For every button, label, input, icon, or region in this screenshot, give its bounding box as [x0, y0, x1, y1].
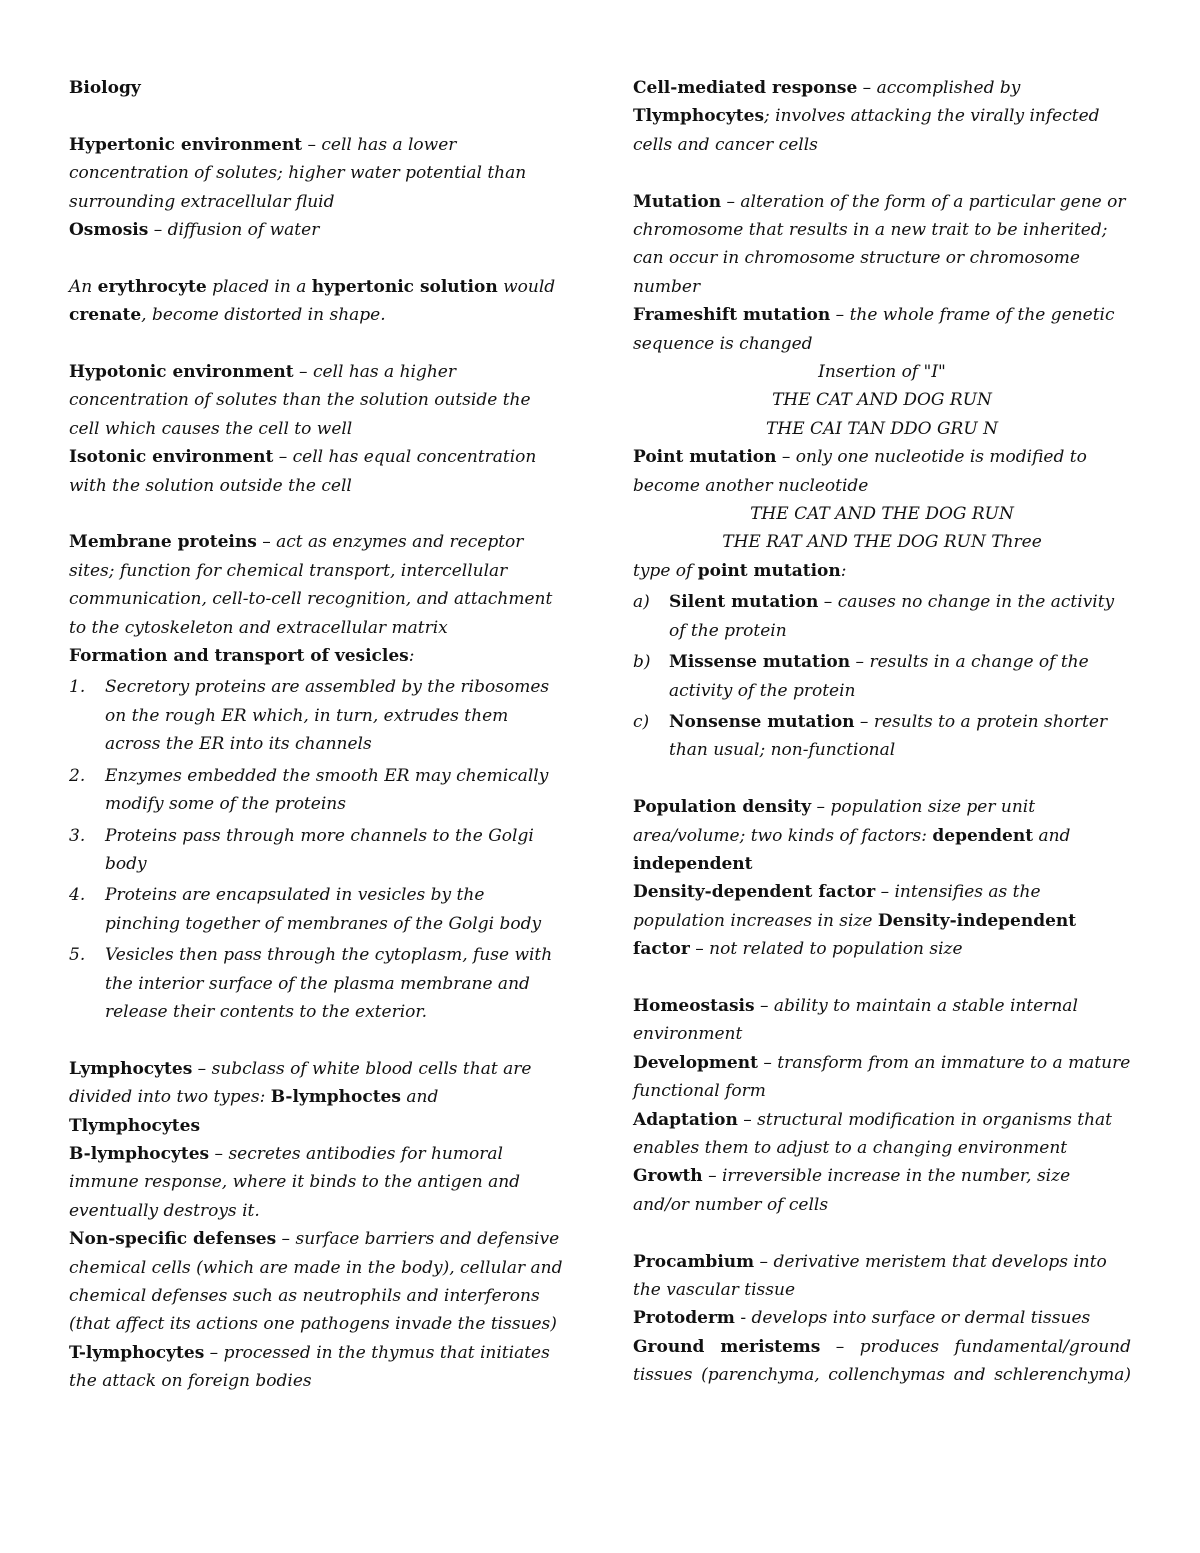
- entry-point-mutation: Point mutation – only one nucleotide is modified to become another nucleotide: [633, 447, 1087, 496]
- point-example-1: THE CAT AND THE DOG RUN: [750, 504, 1014, 525]
- right-column: [633, 74, 1131, 1390]
- entry-development: Development – transform from an immature to a mature functional form: [633, 1052, 1131, 1102]
- mutation-types-list: [633, 588, 1131, 764]
- entry-osmosis: Osmosis – diffusion of water: [69, 220, 320, 241]
- frameshift-example-3: THE CAI TAN DDO GRU N: [766, 418, 998, 439]
- entry-ground-meristems: Ground meristems – produces fundamental/ground tissues (parenchyma, collenchymas and schlerenchyma): [633, 1336, 1132, 1386]
- point-example-2: THE RAT AND THE DOG RUN Three: [722, 532, 1042, 553]
- entry-density-dependent: Density-dependent factor – intensifies as the population increases in size Density-independent factor – not related to population size: [633, 882, 1077, 960]
- entry-cell-mediated: Cell-mediated response – accomplished by Tlymphocytes; involves attacking the virally infected cells and cancer cells: [633, 78, 1100, 155]
- left-column: [69, 74, 564, 1396]
- list-item: 3. Proteins pass through more channels to the Golgi body: [69, 825, 534, 874]
- list-item: 1. Secretory proteins are assembled by the ribosomes on the rough ER which, in turn, extrudes them across the ER into its channels: [69, 677, 550, 755]
- entry-lymphocytes: Lymphocytes – subclass of white blood cells that are divided into two types: B-lymphoctes and Tlymphocytes: [69, 1058, 532, 1136]
- entry-non-specific-defenses: Non-specific defenses – surface barriers and defensive chemical cells (which are made in the body), cellular and chemical defenses such as neutrophils and interferons (that affect its actions one pathogens invade the tissues) T-lymphocytes – processed in the thymus that initiates the attack on foreign bodies: [69, 1229, 563, 1392]
- entry-membrane-proteins: Membrane proteins – act as enzymes and receptor sites; function for chemical transport, intercellular communication, cell-to-cell recognition, and attachment to the cytoskeleton and extracellular matrix: [69, 532, 553, 638]
- list-item: 2. Enzymes embedded the smooth ER may chemically modify some of the proteins: [69, 765, 549, 815]
- list-item: c) Nonsense mutation – results to a protein shorter than usual; non-functional: [633, 711, 1108, 761]
- list-item: b) Missense mutation – results in a change of the activity of the protein: [633, 652, 1089, 701]
- entry-mutation: Mutation – alteration of the form of a particular gene or chromosome that results in a new trait to be inherited; can occur in chromosome structure or chromosome number: [633, 191, 1126, 297]
- list-item: a) Silent mutation – causes no change in the activity of the protein: [633, 592, 1115, 641]
- entry-b-lymphocytes: B-lymphocytes – secretes antibodies for humoral immune response, where it binds to the antigen and eventually destroys it.: [69, 1143, 521, 1221]
- entry-hypertonic: Hypertonic environment – cell has a lower concentration of solutes; higher water potential than surrounding extracellular fluid: [69, 134, 527, 212]
- entry-protoderm: Protoderm - develops into surface or dermal tissues: [633, 1308, 1091, 1329]
- entry-erythrocyte: An erythrocyte placed in a hypertonic solution would crenate, become distorted in shape.: [69, 276, 556, 326]
- frameshift-example-1: Insertion of "I": [818, 362, 946, 383]
- entry-population-density: Population density – population size per unit area/volume; two kinds of factors: dependent and independent: [633, 797, 1071, 874]
- frameshift-example-2: THE CAT AND DOG RUN: [772, 390, 992, 411]
- entry-isotonic: Isotonic environment – cell has equal concentration with the solution outside the cell: [69, 447, 537, 496]
- entry-procambium: Procambium – derivative meristem that develops into the vascular tissue: [633, 1251, 1107, 1300]
- point-types-heading: type of point mutation:: [633, 560, 847, 581]
- list-item: 5. Vesicles then pass through the cytoplasm, fuse with the interior surface of the plasma membrane and release their contents to the exterior.: [69, 945, 553, 1022]
- list-item: 4. Proteins are encapsulated in vesicles by the pinching together of membranes of the Golgi body: [69, 885, 542, 934]
- vesicles-list: [69, 673, 564, 1026]
- entry-growth: Growth – irreversible increase in the number, size and/or number of cells: [633, 1166, 1071, 1215]
- entry-adaptation: Adaptation – structural modification in organisms that enables them to adjust to a changing environment: [633, 1109, 1113, 1158]
- page-title: Biology: [69, 78, 141, 98]
- entry-frameshift: Frameshift mutation – the whole frame of the genetic sequence is changed: [633, 305, 1115, 354]
- entry-hypotonic: Hypotonic environment – cell has a higher concentration of solutes than the solution outside the cell which causes the cell to well: [69, 362, 531, 439]
- vesicles-heading: Formation and transport of vesicles:: [69, 646, 415, 667]
- entry-homeostasis: Homeostasis – ability to maintain a stable internal environment: [633, 995, 1078, 1045]
